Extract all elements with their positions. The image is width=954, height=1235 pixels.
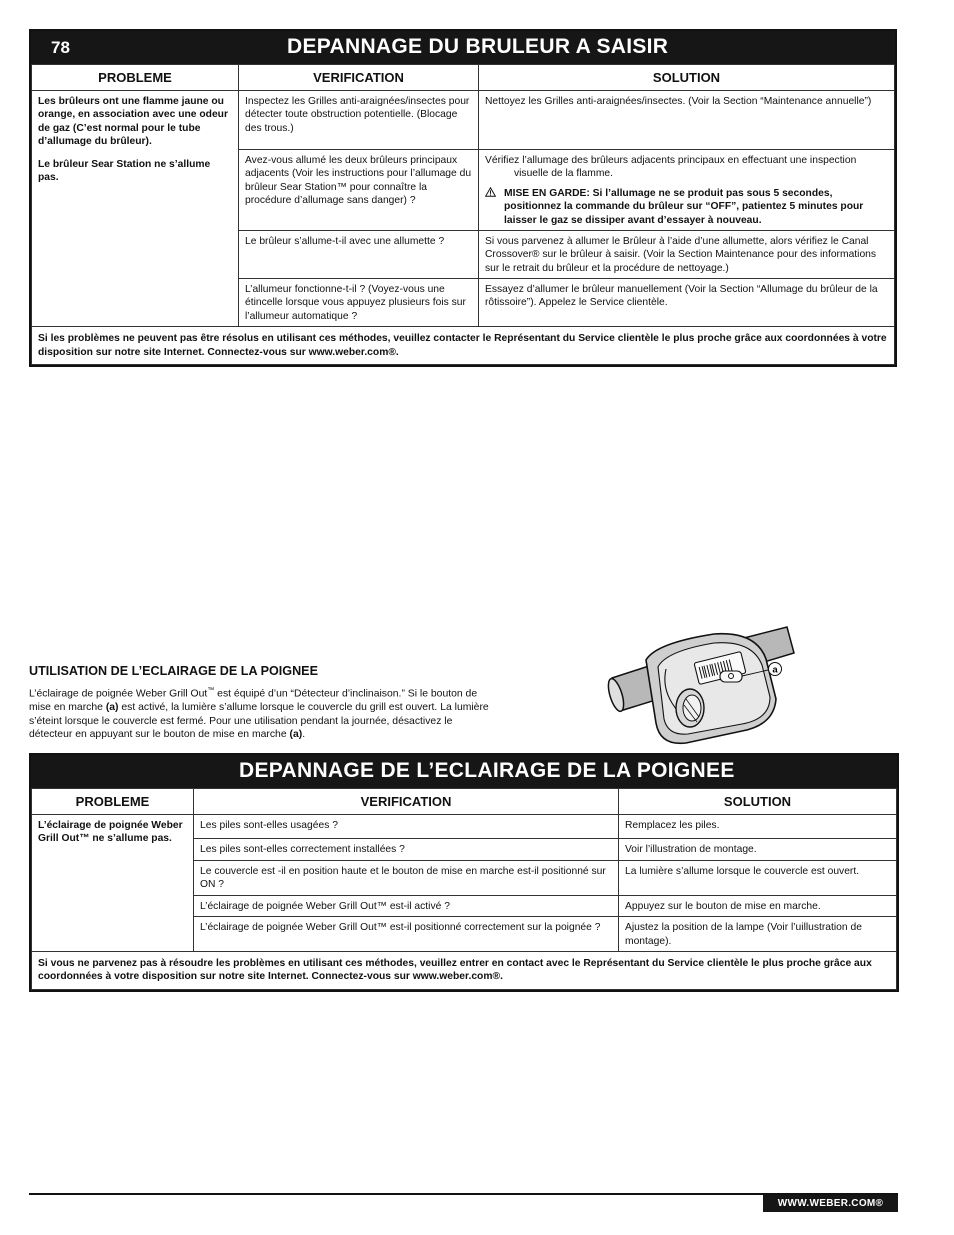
section-title: DEPANNAGE DE L’ECLAIRAGE DE LA POIGNEE [239,759,735,782]
verification-cell: L’éclairage de poignée Weber Grill Out™ est-il activé ? [194,895,619,916]
page-number: 78 [51,38,70,57]
problem-cell [32,91,239,327]
solution-text-cont: visuelle de la flamme. [514,168,614,180]
section-banner [31,755,897,788]
verification-cell: Les piles sont-elles usagées ? [194,815,619,839]
header-verification: VERIFICATION [194,789,619,815]
header-verification: VERIFICATION [239,65,479,91]
solution-cell: Voir l’illustration de montage. [619,839,897,861]
header-solution: SOLUTION [479,65,895,91]
verification-cell: L’éclairage de poignée Weber Grill Out™ est-il positionné correctement sur la poignée ? [194,917,619,952]
utilisation-text: L’éclairage de poignée Weber Grill Out™ est équipé d’un “Détecteur d’inclinaison.” Si le bouton de mise en marche (a) est activé, la lumière s’allume lorsque le couvercle du grill est ouvert. La lumière s’éteint lorsque le couvercle est fermé. Pour une utilisation pendant la journée, désactivez le détecteur en appuyant sur le bouton de mise en marche (a). [29,687,489,741]
warning-triangle-icon [485,187,504,227]
solution-cell [479,150,895,231]
header-probleme: PROBLEME [32,65,239,91]
table-row [32,815,897,839]
warning-text: MISE EN GARDE: Si l’allumage ne se produit pas sous 5 secondes, positionnez la commande du brûleur sur “OFF”, patientez 5 minutes pour laisser le gaz se dissiper avant d’essayer à nouveau. [504,187,864,226]
solution-cell: Nettoyez les Grilles anti-araignées/insectes. (Voir la Section “Maintenance annuelle”) [479,91,895,150]
warning-note [485,187,888,227]
problem-cell: L’éclairage de poignée Weber Grill Out™ ne s’allume pas. [32,815,194,952]
table-header-row [32,789,897,815]
table-footer-row [32,327,895,365]
solution-cell: Appuyez sur le bouton de mise en marche. [619,895,897,916]
problem-text: Le brûleur Sear Station ne s’allume pas. [38,158,211,183]
solution-cell: Ajustez la position de la lampe (Voir l’uillustration de montage). [619,917,897,952]
handle-light-illustration [604,625,804,747]
table-header-row [32,65,895,91]
sear-burner-troubleshooting [29,29,897,367]
utilisation-title: UTILISATION DE L’ECLAIRAGE DE LA POIGNEE [29,664,318,678]
verification-cell: Avez-vous allumé les deux brûleurs principaux adjacents (Voir les instructions pour l’allumage du brûleur Sear Station™ pour connaître la procédure d’allumage sans danger) ? [239,150,479,231]
callout-label: a [772,664,778,676]
verification-cell: Le brûleur s’allume-t-il avec une allumette ? [239,230,479,278]
contact-note: Si vous ne parvenez pas à résoudre les problèmes en utilisant ces méthodes, veuillez entrer en contact avec le Représentant du Service clientèle le plus proche grâce aux coordonnées à votre disposition sur notre site Internet. Connectez-vous sur www.weber.com®. [32,951,897,989]
table-footer-row [32,951,897,989]
troubleshooting-table [31,788,897,990]
verification-cell: Les piles sont-elles correctement installées ? [194,839,619,861]
solution-cell: Si vous parvenez à allumer le Brûleur à l’aide d’une allumette, alors vérifiez le Canal Crossover® sur le brûleur à saisir. (Voir la Section Maintenance pour des informations sur le retrait du brûleur et la procédure de nettoyage.) [479,230,895,278]
contact-note: Si les problèmes ne peuvent pas être résolus en utilisant ces méthodes, veuillez contacter le Représentant du Service clientèle le plus proche grâce aux coordonnées à votre disposition sur notre site Internet. Connectez-vous sur www.weber.com®. [32,327,895,365]
footer-url: WWW.WEBER.COM® [763,1195,898,1212]
header-solution: SOLUTION [619,789,897,815]
verification-cell: L’allumeur fonctionne-t-il ? (Voyez-vous une étincelle lorsque vous appuyez plusieurs fois sur l’allumeur automatique ? [239,279,479,327]
solution-cell: La lumière s’allume lorsque le couvercle est ouvert. [619,861,897,896]
section-title: DEPANNAGE DU BRULEUR A SAISIR [287,35,669,58]
verification-cell: Le couvercle est -il en position haute et le bouton de mise en marche est-il positionné sur ON ? [194,861,619,896]
troubleshooting-table [31,64,895,365]
solution-text: Vérifiez l’allumage des brûleurs adjacents principaux en effectuant une inspection [485,155,857,166]
header-probleme: PROBLEME [32,789,194,815]
verification-cell: Inspectez les Grilles anti-araignées/insectes pour détecter toute obstruction potentielle. (Blocage des trous.) [239,91,479,150]
table-row [32,91,895,150]
solution-cell: Essayez d’allumer le brûleur manuellement (Voir la Section “Allumage du brûleur de la rôtissoire”). Appelez le Service clientèle. [479,279,895,327]
problem-text: Les brûleurs ont une flamme jaune ou orange, en association avec une odeur de gaz (C’est normal pour le tube d’allumage du brûleur). [38,96,228,148]
handle-light-troubleshooting [29,753,899,992]
section-banner [31,31,895,64]
solution-cell: Remplacez les piles. [619,815,897,839]
